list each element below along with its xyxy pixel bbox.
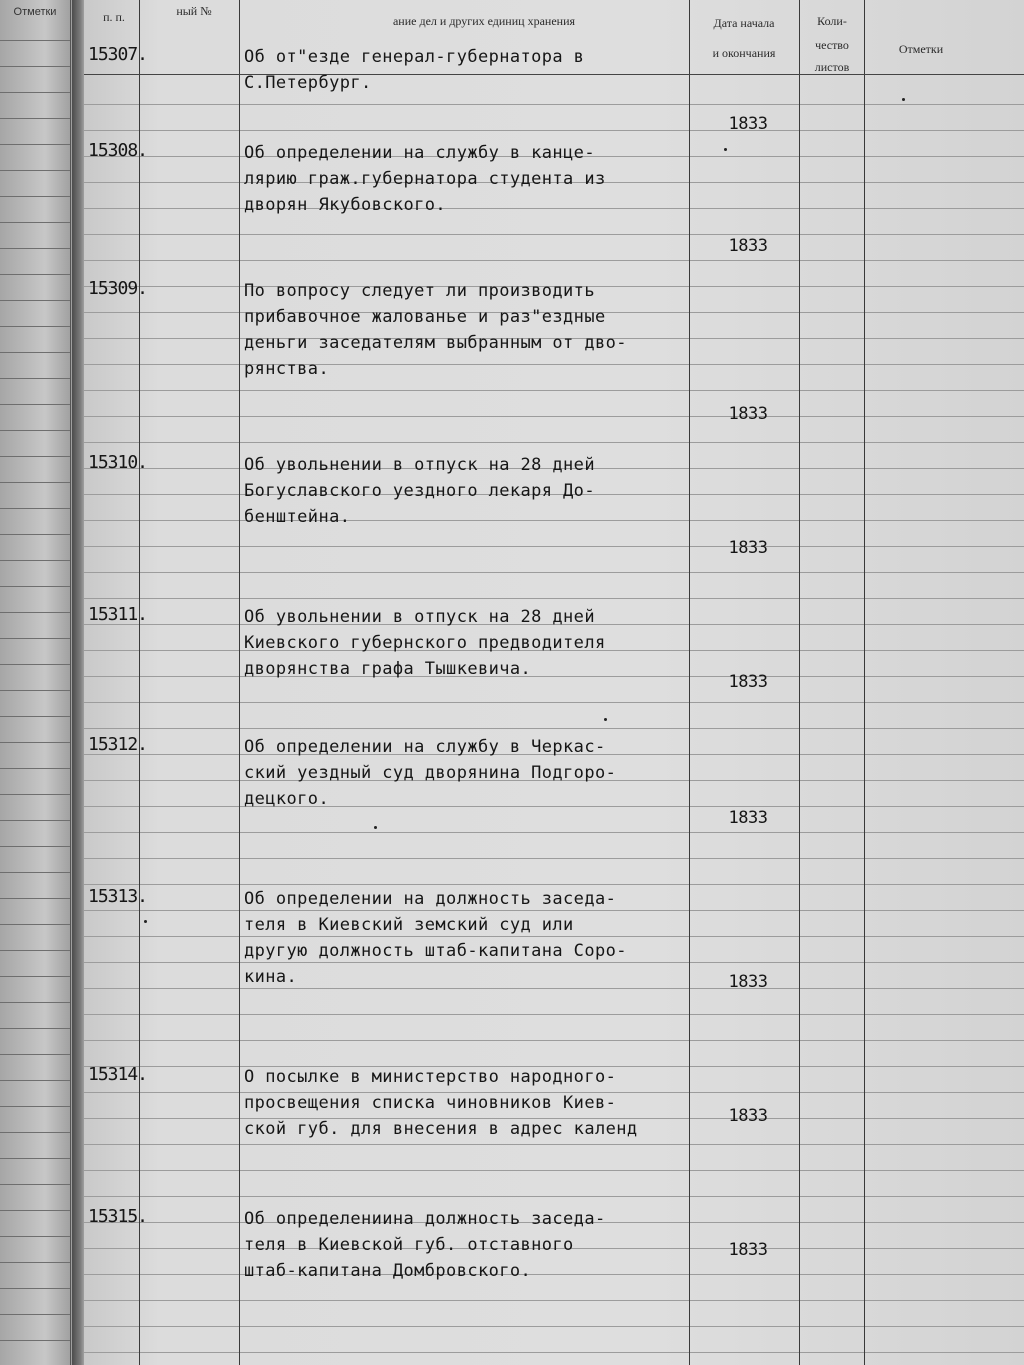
ruled-line	[84, 598, 1024, 599]
entry-date: 1833	[728, 808, 768, 828]
entry-title: Об увольнении в отпуск на 28 дней Богуславского уездного лекаря До- бенштейна.	[244, 455, 595, 527]
adjacent-ruled-line	[0, 1132, 70, 1133]
ink-dot	[374, 826, 377, 829]
adjacent-ruled-line	[0, 196, 70, 197]
adjacent-ruled-line	[0, 612, 70, 613]
entry-number: 15313.	[88, 886, 148, 907]
header-col-count-line1: Коли-	[817, 14, 847, 28]
adjacent-ruled-line	[0, 586, 70, 587]
entry-number: 15307.	[88, 44, 148, 65]
adjacent-ruled-line	[0, 846, 70, 847]
adjacent-ruled-line	[0, 1002, 70, 1003]
entry-number: 15309.	[88, 278, 148, 299]
ruled-line	[84, 1300, 1024, 1301]
adjacent-ruled-line	[0, 1210, 70, 1211]
adjacent-ruled-line	[0, 300, 70, 301]
adjacent-page-header: Отметки	[13, 6, 57, 18]
adjacent-ruled-line	[0, 508, 70, 509]
entry-number: 15311.	[88, 604, 148, 625]
ruled-line	[84, 832, 1024, 833]
ruled-line	[84, 1326, 1024, 1327]
header-col-dates-line1: Дата начала	[713, 16, 775, 30]
adjacent-ruled-line	[0, 274, 70, 275]
entry-title: Об определениина должность заседа- теля в Киевской губ. отставного штаб-капитана Домбровского.	[244, 1209, 606, 1281]
adjacent-ruled-line	[0, 872, 70, 873]
ruled-line	[84, 1144, 1024, 1145]
adjacent-ruled-line	[0, 664, 70, 665]
adjacent-ruled-line	[0, 1314, 70, 1315]
adjacent-ruled-line	[0, 40, 70, 41]
entry-title: По вопросу следует ли производить прибавочное жалованье и раз"ездные деньги заседателям выбранным от дво- рянства.	[244, 281, 627, 379]
column-divider-num	[139, 0, 140, 1365]
adjacent-ruled-line	[0, 638, 70, 639]
adjacent-ruled-line	[0, 1340, 70, 1341]
adjacent-ruled-line	[0, 1158, 70, 1159]
column-divider-count	[864, 0, 865, 1365]
adjacent-ruled-line	[0, 560, 70, 561]
ruled-line	[84, 1196, 1024, 1197]
adjacent-ruled-line	[0, 1106, 70, 1107]
header-col-notes: Отметки	[898, 42, 944, 56]
adjacent-ruled-line	[0, 66, 70, 67]
adjacent-ruled-line	[0, 456, 70, 457]
adjacent-ruled-line	[0, 742, 70, 743]
entry-title: Об определении на службу в канце- лярию граж.губернатора студента из дворян Якубовского.	[244, 143, 606, 215]
adjacent-ruled-line	[0, 1288, 70, 1289]
adjacent-ruled-line	[0, 326, 70, 327]
entry-title: Об определении на службу в Черкас- ский уездный суд дворянина Подгоро- децкого.	[244, 737, 617, 809]
adjacent-ruled-line	[0, 1236, 70, 1237]
adjacent-ruled-line	[0, 430, 70, 431]
entry-date: 1833	[728, 1240, 768, 1260]
adjacent-ruled-line	[0, 716, 70, 717]
entry-title: Об увольнении в отпуск на 28 дней Киевского губернского предводителя дворянства графа Тышкевича.	[244, 607, 606, 679]
adjacent-ruled-line	[0, 924, 70, 925]
entry-date: 1833	[728, 404, 768, 424]
adjacent-ruled-line	[0, 534, 70, 535]
ruled-line	[84, 572, 1024, 573]
adjacent-ruled-line	[0, 92, 70, 93]
ink-dot	[902, 98, 905, 101]
adjacent-ruled-line	[0, 1262, 70, 1263]
adjacent-ruled-line	[0, 1054, 70, 1055]
adjacent-ruled-line	[0, 170, 70, 171]
entry-date: 1833	[728, 114, 768, 134]
ink-dot	[604, 718, 607, 721]
ink-dot	[144, 920, 147, 923]
adjacent-ruled-line	[0, 248, 70, 249]
adjacent-ruled-line	[0, 976, 70, 977]
header-col-title: ание дел и других единиц хранения	[392, 14, 576, 28]
header-col-num: п. п.	[103, 10, 125, 24]
entry-number: 15314.	[88, 1064, 148, 1085]
ruled-line	[84, 1352, 1024, 1353]
ruled-line	[84, 728, 1024, 729]
ruled-line	[84, 234, 1024, 235]
ruled-line	[84, 130, 1024, 131]
header-col-count-line3: листов	[814, 60, 850, 74]
ruled-line	[84, 442, 1024, 443]
ruled-line	[84, 858, 1024, 859]
ruled-line	[84, 416, 1024, 417]
ruled-line	[84, 1014, 1024, 1015]
ruled-line	[84, 390, 1024, 391]
register-page	[84, 0, 1024, 1365]
entry-number: 15310.	[88, 452, 148, 473]
ruled-line	[84, 1170, 1024, 1171]
adjacent-page	[0, 0, 82, 1365]
adjacent-ruled-line	[0, 482, 70, 483]
ruled-line	[84, 1040, 1024, 1041]
entry-date: 1833	[728, 972, 768, 992]
adjacent-ruled-line	[0, 144, 70, 145]
column-divider-no	[239, 0, 240, 1365]
entry-date: 1833	[728, 538, 768, 558]
adjacent-ruled-line	[0, 222, 70, 223]
entry-number: 15315.	[88, 1206, 148, 1227]
header-col-dates-line2: и окончания	[712, 46, 776, 60]
ruled-line	[84, 884, 1024, 885]
entry-number: 15312.	[88, 734, 148, 755]
header-col-no: ный №	[176, 4, 212, 18]
entry-title: Об определении на должность заседа- теля в Киевский земский суд или другую должность штаб-капитана Соро- кина.	[244, 889, 627, 987]
adjacent-ruled-line	[0, 820, 70, 821]
ruled-line	[84, 104, 1024, 105]
adjacent-ruled-line	[0, 1080, 70, 1081]
adjacent-ruled-line	[0, 898, 70, 899]
entry-title: О посылке в министерство народного- просвещения списка чиновников Киев- ской губ. для внесения в адрес календ	[244, 1067, 638, 1139]
entry-date: 1833	[728, 236, 768, 256]
entry-date: 1833	[728, 672, 768, 692]
column-divider-dates	[799, 0, 800, 1365]
ink-dot	[724, 148, 727, 151]
entry-number: 15308.	[88, 140, 148, 161]
adjacent-ruled-line	[0, 1184, 70, 1185]
adjacent-ruled-line	[0, 1028, 70, 1029]
entry-date: 1833	[728, 1106, 768, 1126]
adjacent-ruled-line	[0, 378, 70, 379]
adjacent-ruled-line	[0, 404, 70, 405]
ruled-line	[84, 702, 1024, 703]
adjacent-ruled-line	[0, 352, 70, 353]
adjacent-ruled-line	[0, 118, 70, 119]
entry-title: Об от"езде генерал-губернатора в С.Петербург.	[244, 47, 585, 93]
adjacent-page-margin-line	[70, 0, 71, 1365]
adjacent-ruled-line	[0, 794, 70, 795]
header-col-count-line2: чество	[815, 38, 849, 52]
ruled-line	[84, 546, 1024, 547]
adjacent-ruled-line	[0, 950, 70, 951]
adjacent-ruled-line	[0, 690, 70, 691]
ruled-line	[84, 260, 1024, 261]
adjacent-ruled-line	[0, 768, 70, 769]
